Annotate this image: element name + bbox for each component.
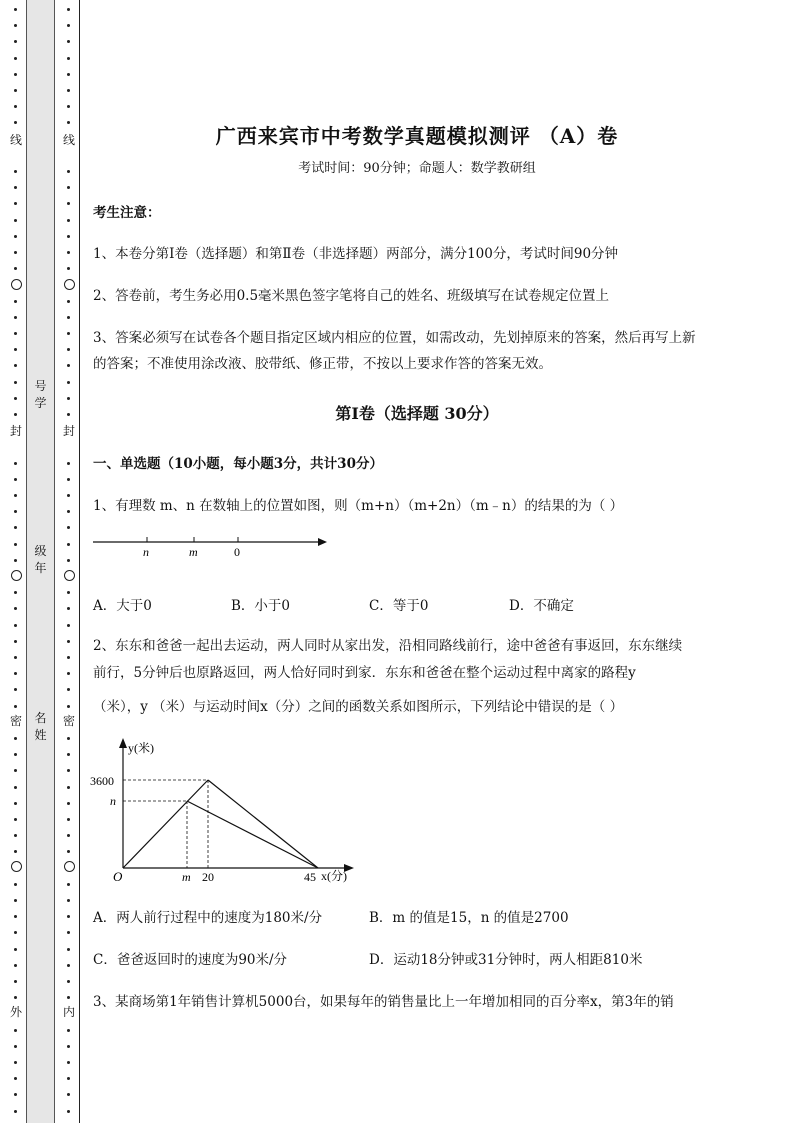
binding-dot	[67, 219, 70, 222]
binding-dot	[67, 964, 70, 967]
binding-dot	[67, 850, 70, 853]
binding-dot	[14, 381, 17, 384]
binding-dot	[14, 980, 17, 983]
binding-dot	[14, 510, 17, 513]
binding-dot	[14, 397, 17, 400]
binding-dot	[67, 802, 70, 805]
binding-dot	[67, 364, 70, 367]
binding-dot	[14, 73, 17, 76]
binding-dot	[14, 186, 17, 189]
binding-dot	[67, 526, 70, 529]
option-c: C．爸爸返回时的速度为90米/分	[93, 952, 288, 968]
binding-dot	[67, 753, 70, 756]
binding-dot	[67, 202, 70, 205]
binding-dot	[67, 462, 70, 465]
binding-dot	[14, 753, 17, 756]
binding-dot	[14, 802, 17, 805]
binding-dot	[67, 397, 70, 400]
binding-dot	[67, 1110, 70, 1113]
origin-label: O	[113, 869, 123, 884]
y-tick-n: n	[110, 794, 116, 808]
binding-dot	[67, 705, 70, 708]
section-heading: 一、单选题（10小题，每小题3分，共计30分）	[93, 456, 383, 472]
binding-dot	[67, 478, 70, 481]
option-b: B．m 的值是15，n 的值是2700	[369, 910, 569, 926]
binding-dot	[67, 1045, 70, 1048]
binding-dot	[67, 24, 70, 27]
option-d: D．不确定	[509, 598, 574, 614]
binding-dot	[67, 818, 70, 821]
binding-dot	[14, 543, 17, 546]
x-tick-20: 20	[202, 870, 214, 884]
binding-dot	[14, 1093, 17, 1096]
binding-dot	[14, 672, 17, 675]
notice-item: 3、答案必须写在试卷各个题目指定区域内相应的位置，如需改动，先划掉原来的答案，然后再写上新	[93, 330, 696, 346]
label-name: 名姓	[34, 711, 47, 742]
binding-dot	[14, 850, 17, 853]
outer-char-mi: 密	[9, 714, 22, 728]
exam-subtitle: 考试时间：90分钟；命题人：数学教研组	[298, 161, 536, 176]
binding-dot	[67, 980, 70, 983]
binding-dot	[67, 899, 70, 902]
binding-dot	[67, 607, 70, 610]
binding-dot	[67, 737, 70, 740]
binding-dot	[14, 883, 17, 886]
tick-label-n: n	[143, 545, 149, 559]
label-student-number: 号学	[34, 379, 47, 410]
binding-dot	[67, 510, 70, 513]
binding-dot	[14, 300, 17, 303]
binding-dot	[67, 688, 70, 691]
binding-dot	[67, 543, 70, 546]
binding-dot	[14, 688, 17, 691]
option-d: D．运动18分钟或31分钟时，两人相距810米	[369, 952, 643, 968]
binding-dot	[67, 672, 70, 675]
number-line	[90, 530, 335, 560]
binding-dot	[14, 607, 17, 610]
binding-dot	[14, 1110, 17, 1113]
binding-dot	[14, 235, 17, 238]
binding-dot	[67, 186, 70, 189]
binding-dot	[14, 1061, 17, 1064]
x-axis-label: x(分)	[321, 869, 347, 883]
label-grade: 级年	[34, 544, 47, 575]
binding-dot	[67, 267, 70, 270]
binding-dot	[67, 624, 70, 627]
question-1-stem: 1、有理数 m、n 在数轴上的位置如图，则（m+n）（m+2n）（m﹣n）的结果的为（ ）	[93, 498, 624, 514]
binding-dot	[14, 1077, 17, 1080]
outer-circle	[11, 570, 22, 581]
binding-dot	[67, 769, 70, 772]
option-b: B．小于0	[231, 598, 291, 614]
binding-dot	[67, 656, 70, 659]
binding-dot	[67, 915, 70, 918]
outer-char-xian: 线	[9, 133, 22, 147]
binding-dot	[67, 57, 70, 60]
binding-dot	[14, 478, 17, 481]
question-3-stem: 3、某商场第1年销售计算机5000台，如果每年的销售量比上一年增加相同的百分率x，第3年的销	[93, 994, 674, 1010]
inner-circle	[64, 570, 75, 581]
binding-dot	[67, 948, 70, 951]
distance-time-graph	[88, 735, 368, 890]
notice-item: 1、本卷分第Ⅰ卷（选择题）和第Ⅱ卷（非选择题）两部分，满分100分，考试时间90分钟	[93, 246, 619, 262]
binding-dot	[67, 1093, 70, 1096]
binding-dot	[67, 381, 70, 384]
page-title: 广西来宾市中考数学真题模拟测评 （A）卷	[215, 124, 619, 148]
binding-dot	[67, 494, 70, 497]
binding-dot	[14, 834, 17, 837]
binding-dot	[67, 40, 70, 43]
binding-dot	[67, 1029, 70, 1032]
inner-char-nei: 内	[62, 1005, 75, 1019]
binding-dot	[14, 57, 17, 60]
binding-dot	[14, 964, 17, 967]
binding-dot	[67, 591, 70, 594]
binding-dot	[14, 640, 17, 643]
tick-label-m: m	[189, 545, 198, 559]
binding-dot	[14, 89, 17, 92]
binding-dot	[67, 316, 70, 319]
binding-dot	[14, 494, 17, 497]
binding-dot	[14, 915, 17, 918]
y-axis-label: y(米)	[128, 741, 154, 755]
binding-dot	[14, 316, 17, 319]
binding-dot	[14, 818, 17, 821]
binding-dot	[67, 348, 70, 351]
binding-dot	[14, 656, 17, 659]
inner-circle	[64, 279, 75, 290]
binding-dot	[67, 73, 70, 76]
y-tick-3600: 3600	[90, 774, 114, 788]
binding-dot	[67, 786, 70, 789]
binding-dot	[14, 591, 17, 594]
inner-char-mi: 密	[62, 714, 75, 728]
binding-dot	[67, 883, 70, 886]
binding-dot	[67, 105, 70, 108]
option-a: A．两人前行过程中的速度为180米/分	[93, 910, 323, 926]
binding-dot	[14, 948, 17, 951]
binding-dot	[67, 931, 70, 934]
binding-dot	[14, 267, 17, 270]
binding-dot	[14, 737, 17, 740]
binding-dot	[14, 364, 17, 367]
binding-dot	[14, 348, 17, 351]
binding-dot	[67, 8, 70, 11]
x-tick-m: m	[182, 870, 191, 884]
outer-circle	[11, 279, 22, 290]
tick-label-zero: 0	[234, 545, 240, 559]
binding-dot	[14, 251, 17, 254]
binding-dot	[67, 251, 70, 254]
binding-dot	[14, 105, 17, 108]
binding-dot	[67, 640, 70, 643]
question-2-stem-line3: （米），y （米）与运动时间x（分）之间的函数关系如图所示，下列结论中错误的是（ ）	[93, 699, 624, 715]
binding-dot	[14, 705, 17, 708]
part-title: 第Ⅰ卷（选择题 30分）	[335, 404, 499, 423]
binding-dot	[14, 8, 17, 11]
notice-item: 的答案；不准使用涂改液、胶带纸、修正带，不按以上要求作答的答案无效。	[93, 356, 552, 372]
outer-circle	[11, 861, 22, 872]
binding-dot	[67, 235, 70, 238]
binding-dot	[67, 996, 70, 999]
binding-dot	[67, 559, 70, 562]
binding-dot	[67, 834, 70, 837]
binding-dot	[67, 89, 70, 92]
binding-dot	[14, 462, 17, 465]
notice-item: 2、答卷前，考生务必用0.5毫米黑色签字笔将自己的姓名、班级填写在试卷规定位置上	[93, 288, 610, 304]
inner-circle	[64, 861, 75, 872]
binding-dot	[14, 624, 17, 627]
binding-dot	[67, 1077, 70, 1080]
binding-dot	[14, 526, 17, 529]
outer-char-wai: 外	[9, 1005, 22, 1019]
question-2-stem-line2: 前行，5分钟后也原路返回，两人恰好同时到家．东东和爸爸在整个运动过程中离家的路程y	[93, 665, 636, 681]
option-a: A．大于0	[93, 598, 152, 614]
binding-dot	[67, 300, 70, 303]
binding-dot	[14, 219, 17, 222]
binding-dot	[67, 1061, 70, 1064]
x-tick-45: 45	[304, 870, 316, 884]
binding-dot	[14, 332, 17, 335]
binding-dot	[14, 931, 17, 934]
binding-dot	[14, 899, 17, 902]
binding-dot	[14, 1029, 17, 1032]
binding-dot	[14, 786, 17, 789]
binding-dot	[14, 559, 17, 562]
option-c: C．等于0	[369, 598, 429, 614]
outer-char-feng: 封	[9, 424, 22, 438]
inner-char-feng: 封	[62, 424, 75, 438]
binding-dot	[14, 24, 17, 27]
question-2-stem-line1: 2、东东和爸爸一起出去运动，两人同时从家出发，沿相同路线前行，途中爸爸有事返回，东东继续	[93, 638, 683, 654]
binding-dot	[14, 202, 17, 205]
binding-dot	[14, 996, 17, 999]
binding-dot	[14, 769, 17, 772]
binding-dot	[67, 332, 70, 335]
binding-dot	[14, 1045, 17, 1048]
binding-dot	[14, 40, 17, 43]
notice-heading: 考生注意：	[93, 205, 161, 221]
inner-char-xian: 线	[62, 133, 75, 147]
